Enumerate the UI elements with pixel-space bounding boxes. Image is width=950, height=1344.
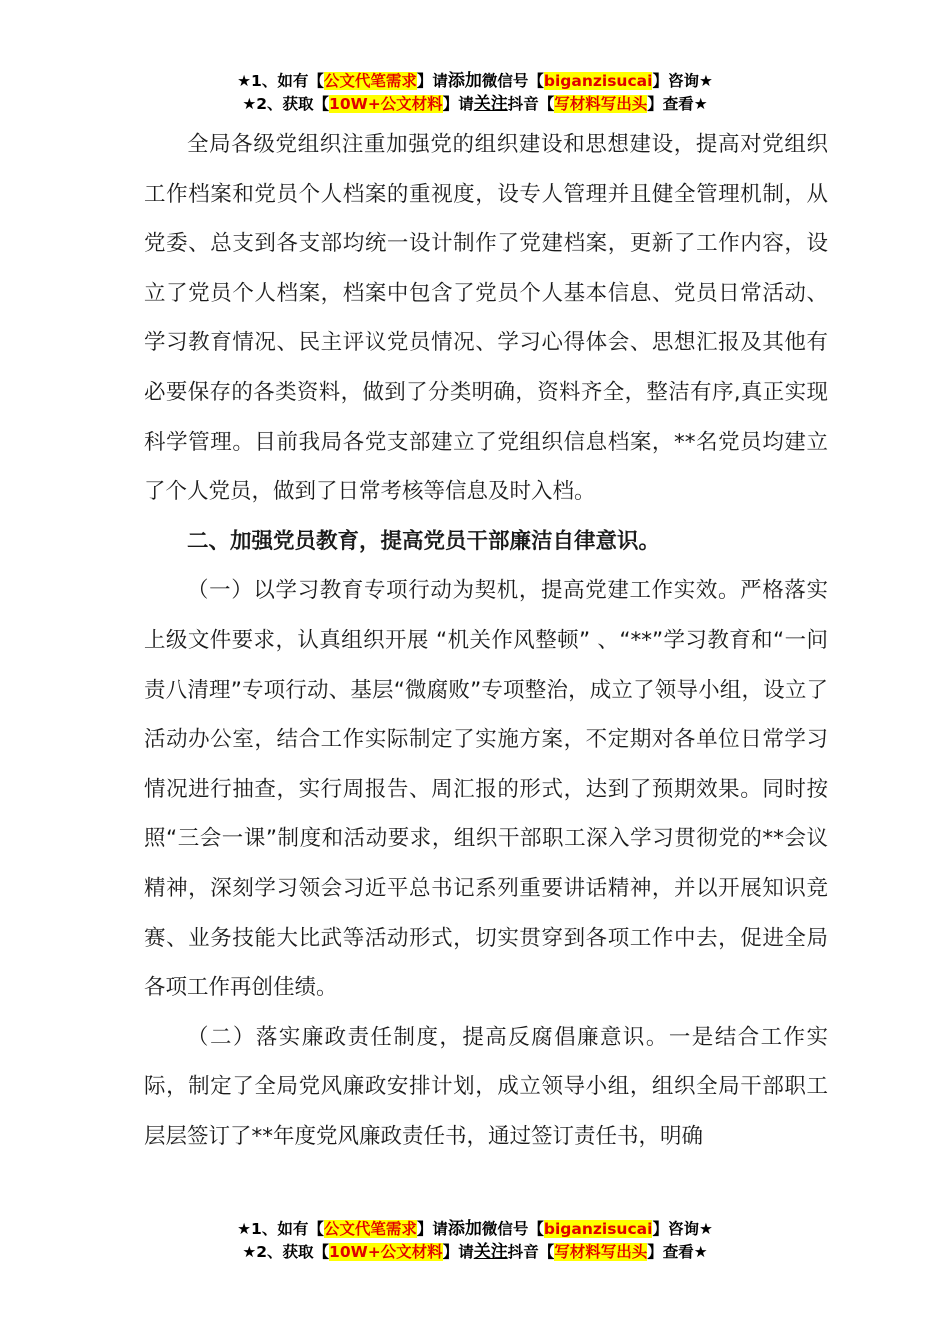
promo-text: 】请 xyxy=(442,1243,474,1261)
promo-douyin-account: 写材料写出头 xyxy=(554,95,648,113)
promo-text: 】查看★ xyxy=(647,1243,708,1261)
promo-text: 】查看★ xyxy=(647,95,708,113)
paragraph: （一）以学习教育专项行动为契机，提高党建工作实效。严格落实上级文件要求，认真组织开展 “机关作风整顿” 、“**”学习教育和“一问责八清理”专项行动、基层“微腐败”专项整治，成立了领导小组，设立了活动办公室，结合工作实际制定了实施方案，不定期对各单位日常学习情况进行抽查，实行周报告、周汇报的形式，达到了预期效果。同时按照“三会一课”制度和活动要求，组织干部职工深入学习贯彻党的**会议精神，深刻学习领会习近平总书记系列重要讲话精神，并以开展知识竞赛、业务技能大比武等活动形式，切实贯穿到各项工作中去，促进全局各项工作再创佳绩。 xyxy=(144,578,828,1001)
promo-line-1 xyxy=(0,70,950,93)
promo-text: ★2、获取【 xyxy=(242,1243,330,1261)
promo-text: 微信号【 xyxy=(481,72,544,90)
promo-text: 抖音【 xyxy=(507,1243,555,1261)
promo-keyword: 关注 xyxy=(473,1242,508,1262)
promo-text: 】请 xyxy=(416,72,448,90)
promo-highlight: 10W+公文材料 xyxy=(329,1243,443,1261)
promo-wechat-id: biganzisucai xyxy=(543,1220,653,1238)
promo-keyword: 关注 xyxy=(473,94,508,114)
paragraph: 全局各级党组织注重加强党的组织建设和思想建设，提高对党组织工作档案和党员个人档案的重视度，设专人管理并且健全管理机制，从党委、总支到各支部均统一设计制作了党建档案，更新了工作内容，设立了党员个人档案，档案中包含了党员个人基本信息、党员日常活动、学习教育情况、民主评议党员情况、学习心得体会、思想汇报及其他有必要保存的各类资料，做到了分类明确，资料齐全，整洁有序,真正实现科学管理。目前我局各党支部建立了党组织信息档案，**名党员均建立了个人党员，做到了日常考核等信息及时入档。 xyxy=(144,132,828,505)
promo-text: 】咨询★ xyxy=(652,1220,713,1238)
promo-keyword: 添加 xyxy=(447,1219,482,1239)
promo-text: 微信号【 xyxy=(481,1220,544,1238)
promo-line-2 xyxy=(0,93,950,116)
promo-highlight: 10W+公文材料 xyxy=(329,95,443,113)
promo-highlight: 公文代笔需求 xyxy=(323,72,417,90)
promo-text: ★1、如有【 xyxy=(237,1220,324,1238)
promo-douyin-account: 写材料写出头 xyxy=(554,1243,648,1261)
promo-text: 】咨询★ xyxy=(652,72,713,90)
promo-text: ★1、如有【 xyxy=(237,72,324,90)
promo-highlight: 公文代笔需求 xyxy=(323,1220,417,1238)
promo-wechat-id: biganzisucai xyxy=(543,72,653,90)
promo-text: 抖音【 xyxy=(507,95,555,113)
promo-text: 】请 xyxy=(416,1220,448,1238)
promo-banner-top xyxy=(0,70,950,116)
document-body xyxy=(144,120,828,1161)
promo-line-1 xyxy=(0,1218,950,1241)
promo-text: 】请 xyxy=(442,95,474,113)
promo-keyword: 添加 xyxy=(447,71,482,91)
promo-banner-bottom xyxy=(0,1218,950,1264)
section-heading: 二、加强党员教育，提高党员干部廉洁自律意识。 xyxy=(187,528,661,554)
paragraph: （二）落实廉政责任制度，提高反腐倡廉意识。一是结合工作实际，制定了全局党风廉政安排计划，成立领导小组，组织全局干部职工层层签订了**年度党风廉政责任书，通过签订责任书，明确 xyxy=(144,1024,828,1149)
promo-line-2 xyxy=(0,1241,950,1264)
promo-text: ★2、获取【 xyxy=(242,95,330,113)
